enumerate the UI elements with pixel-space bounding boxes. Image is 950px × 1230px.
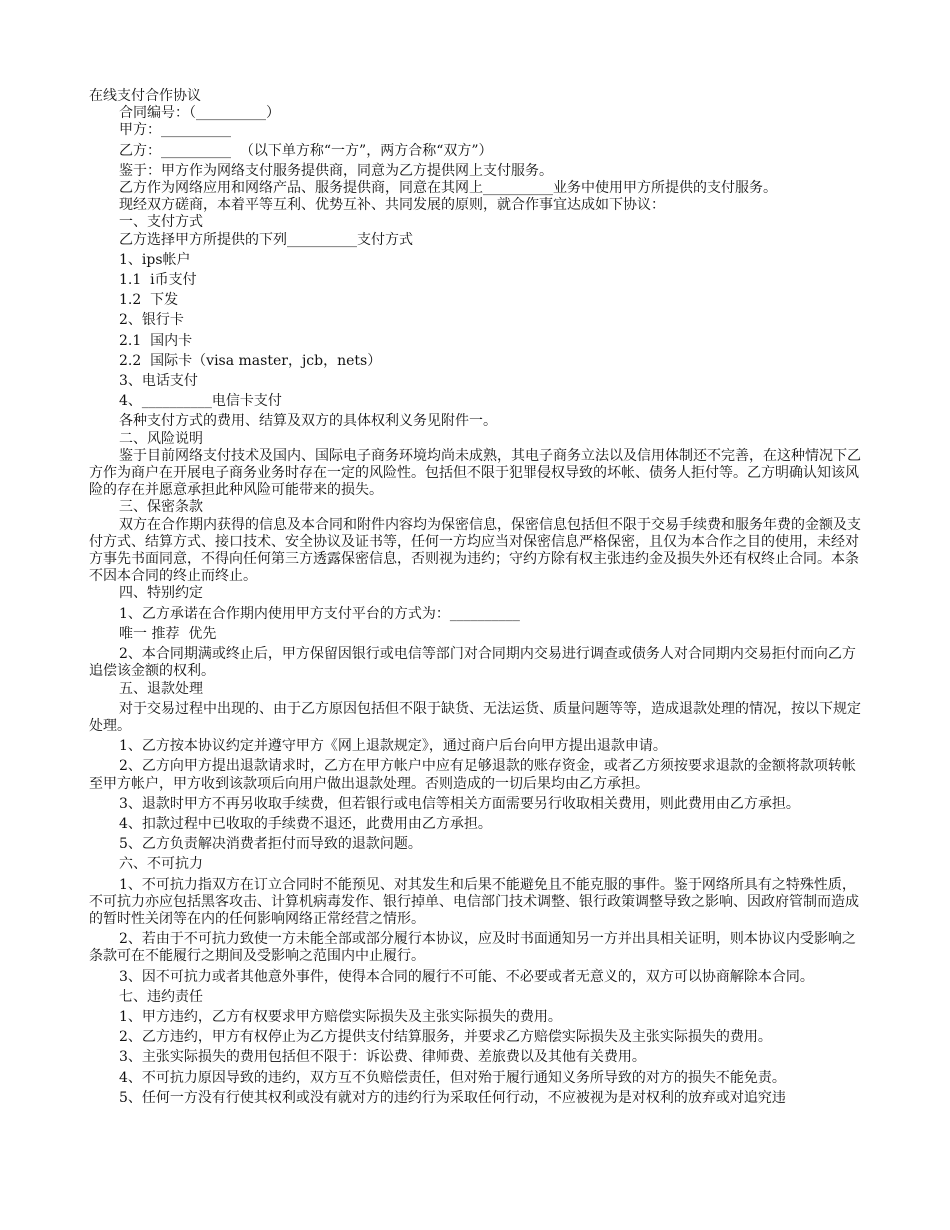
section-heading-3: 三、保密条款 xyxy=(119,499,203,516)
recital-1: 鉴于：甲方作为网络支付服务提供商，同意为乙方提供网上支付服务。 xyxy=(119,162,553,179)
recital-2: 乙方作为网络应用和网络产品、服务提供商，同意在其网上__________业务中使用甲方所提供的支付服务。 xyxy=(119,180,777,197)
paragraph: 4、扣款过程中已收取的手续费不退还，此费用由乙方承担。 xyxy=(119,815,492,832)
paragraph: 2、若由于不可抗力致使一方未能全部或部分履行本协议，应及时书面通知另一方并出具相关证明，则本协议内受影响之条款可在不能履行之期间及受影响之范围内中止履行。 xyxy=(89,931,856,965)
list-item: 1.2 下发 xyxy=(119,292,179,309)
paragraph: 乙方选择甲方所提供的下列__________支付方式 xyxy=(119,231,413,248)
paragraph: 各种支付方式的费用、结算及双方的具体权利义务见附件一。 xyxy=(119,413,497,430)
paragraph: 5、乙方负责解决消费者拒付而导致的退款问题。 xyxy=(119,836,422,853)
paragraph: 唯一 推荐 优先 xyxy=(119,625,217,642)
list-item: 2.2 国际卡（visa master，jcb，nets） xyxy=(119,352,382,369)
paragraph: 3、退款时甲方不再另收取手续费，但若银行或电信等相关方面需要另行收取相关费用，则此费用由乙方承担。 xyxy=(119,795,800,812)
paragraph: 3、因不可抗力或者其他意外事件，使得本合同的履行不可能、不必要或者无意义的，双方可以协商解除本合同。 xyxy=(119,968,814,985)
paragraph: 鉴于目前网络支付技术及国内、国际电子商务环境均尚未成熟，其电子商务立法以及信用体制还不完善，在这种情况下乙方作为商户在开展电子商务业务时存在一定的风险性。包括但不限于犯罪侵权导致的坏帐、债务人拒付等。乙方明确认知该风险的存在并愿意承担此种风险可能带来的损失。 xyxy=(89,447,861,499)
paragraph: 2、乙方向甲方提出退款请求时，乙方在甲方帐户中应有足够退款的账存资金，或者乙方须按要求退款的金额将款项转帐至甲方帐户，甲方收到该款项后向用户做出退款处理。否则造成的一切后果均由乙方承担。 xyxy=(89,758,856,792)
section-heading-1: 一、支付方式 xyxy=(119,214,203,231)
section-heading-2: 二、风险说明 xyxy=(119,430,203,447)
section-heading-6: 六、不可抗力 xyxy=(119,856,203,873)
document-body xyxy=(89,88,864,1107)
paragraph: 1、不可抗力指双方在订立合同时不能预见、对其发生和后果不能避免且不能克服的事件。鉴于网络所具有之特殊性质，不可抗力亦应包括黑客攻击、计算机病毒发作、银行掉单、电信部门技术调整、银行政策调整导致之影响、因政府管制而造成的暂时性关闭等在内的任何影响网络正常经营之情形。 xyxy=(89,876,859,927)
paragraph: 双方在合作期内获得的信息及本合同和附件内容均为保密信息，保密信息包括但不限于交易手续费和服务年费的金额及支付方式、结算方式、接口技术、安全协议及证书等，任何一方均应当对保密信息严格保密，且仅为本合作之目的使用，未经对方事先书面同意，不得向任何第三方透露保密信息，否则视为违约；守约方除有权主张违约金及损失外还有权终止合同。本条不因本合同的终止而终止。 xyxy=(89,516,861,585)
section-heading-4: 四、特别约定 xyxy=(119,585,203,602)
paragraph: 对于交易过程中出现的、由于乙方原因包括但不限于缺货、无法运货、质量问题等等，造成退款处理的情况，按以下规定处理。 xyxy=(89,700,861,734)
section-heading-7: 七、违约责任 xyxy=(119,988,203,1005)
paragraph: 2、乙方违约，甲方有权停止为乙方提供支付结算服务，并要求乙方赔偿实际损失及主张实际损失的费用。 xyxy=(119,1029,772,1046)
party-b: 乙方：__________ （以下单方称“一方”，两方合称“双方”） xyxy=(119,142,493,159)
list-item: 1.1 i币支付 xyxy=(119,272,197,289)
list-item: 4、__________电信卡支付 xyxy=(119,393,282,410)
paragraph: 1、乙方承诺在合作期内使用甲方支付平台的方式为：__________ xyxy=(119,605,520,622)
paragraph: 2、本合同期满或终止后，甲方保留因银行或电信等部门对合同期内交易进行调查或债务人对合同期内交易拒付而向乙方追偿该金额的权利。 xyxy=(89,646,856,680)
paragraph: 4、不可抗力原因导致的违约，双方互不负赔偿责任，但对殆于履行通知义务所导致的对方的损失不能免责。 xyxy=(119,1069,786,1086)
contract-number: 合同编号：（__________） xyxy=(119,105,280,122)
list-item: 2.1 国内卡 xyxy=(119,332,193,349)
party-a: 甲方：__________ xyxy=(119,122,231,139)
document-title: 在线支付合作协议 xyxy=(89,88,201,104)
recital-3: 现经双方磋商，本着平等互利、优势互补、共同发展的原则，就合作事宜达成如下协议： xyxy=(119,197,665,214)
paragraph: 1、甲方违约，乙方有权要求甲方赔偿实际损失及主张实际损失的费用。 xyxy=(119,1008,562,1025)
paragraph: 1、乙方按本协议约定并遵守甲方《网上退款规定》，通过商户后台向甲方提出退款申请。 xyxy=(119,738,667,755)
list-item: 1、ips帐户 xyxy=(119,251,191,268)
list-item: 3、电话支付 xyxy=(119,373,198,390)
list-item: 2、银行卡 xyxy=(119,312,184,329)
paragraph: 5、任何一方没有行使其权利或没有就对方的违约行为采取任何行动，不应被视为是对权利的放弃或对追究违 xyxy=(119,1089,786,1106)
paragraph: 3、主张实际损失的费用包括但不限于：诉讼费、律师费、差旅费以及其他有关费用。 xyxy=(119,1049,646,1066)
section-heading-5: 五、退款处理 xyxy=(119,680,203,697)
